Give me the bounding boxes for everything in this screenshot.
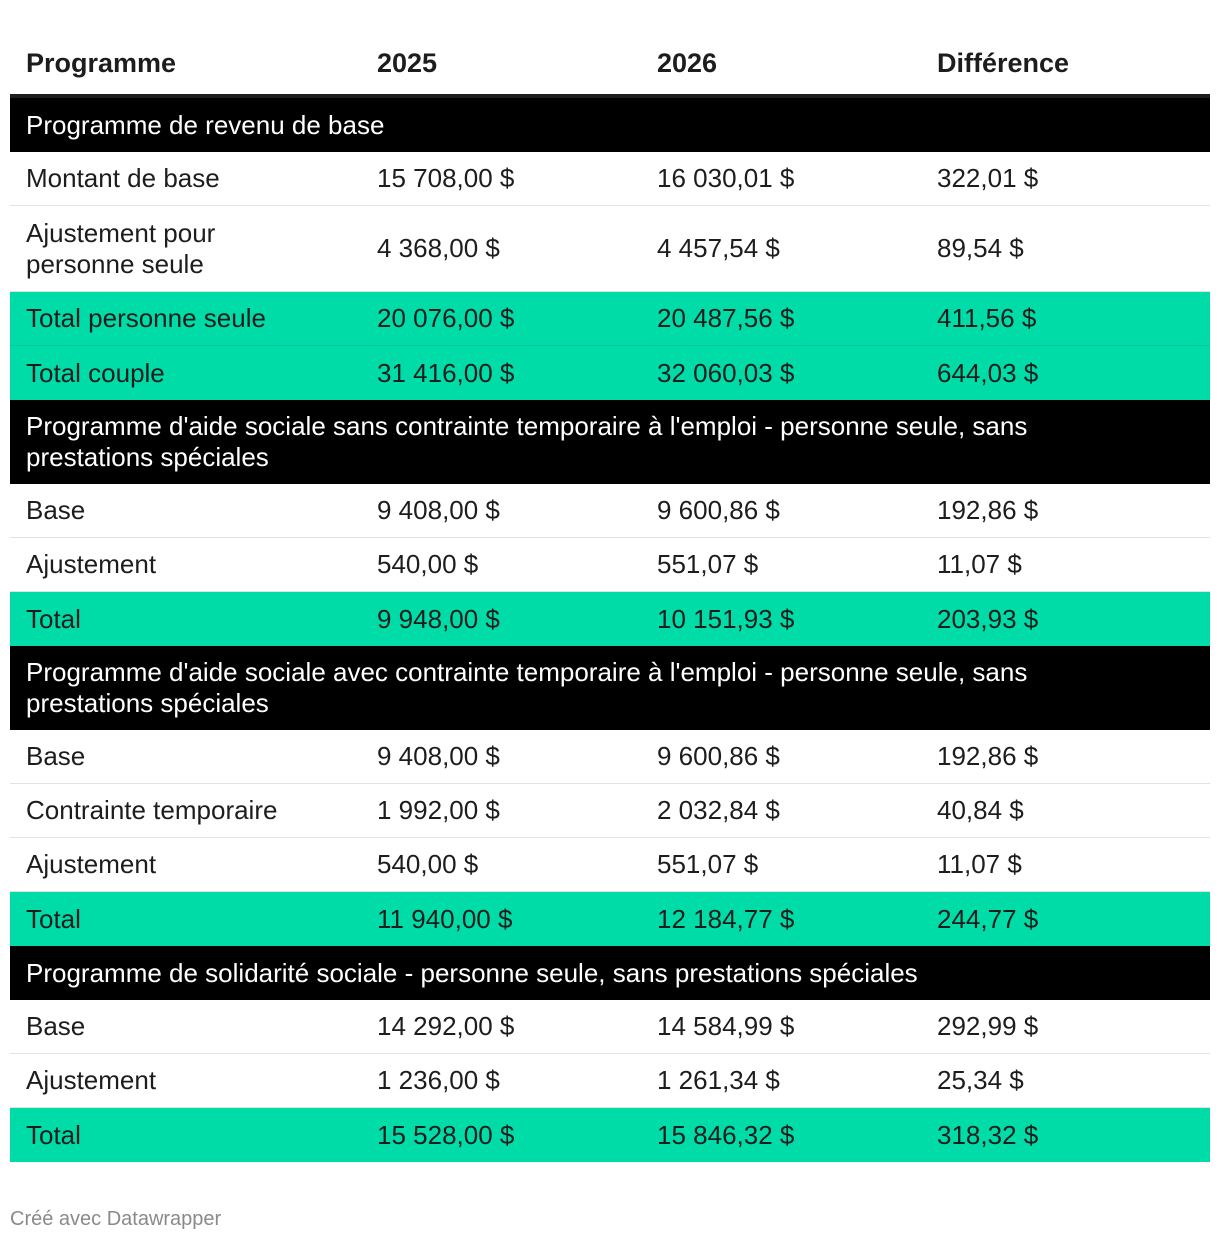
value-2026: 14 584,99 $ [657,1011,795,1041]
value-difference: 192,86 $ [937,495,1039,525]
value-2026: 9 600,86 $ [657,741,780,771]
value-difference: 244,77 $ [937,903,1039,934]
value-difference: 89,54 $ [937,233,1024,263]
column-header-2026: 2026 [657,47,718,78]
row-label: Total [26,903,81,934]
value-2026: 20 487,56 $ [657,303,795,333]
value-difference: 40,84 $ [937,795,1024,825]
row-label: Ajustement [26,849,157,879]
table-row [10,838,1210,892]
section-title: Programme de solidarité sociale - personne seule, sans prestations spéciales [26,957,918,988]
table-row [10,206,1210,292]
value-2026: 1 261,34 $ [657,1065,780,1095]
column-header-difference: Différence [937,47,1070,78]
value-2026: 10 151,93 $ [657,603,795,634]
value-2025: 20 076,00 $ [377,303,515,333]
value-2026: 4 457,54 $ [657,233,780,263]
section-title: Programme de revenu de base [26,109,385,140]
value-2025: 11 940,00 $ [377,903,513,934]
value-2025: 15 708,00 $ [377,163,515,193]
value-2025: 9 408,00 $ [377,495,500,525]
column-header-2025: 2025 [377,47,438,78]
section-header-row [10,98,1210,152]
table-row [10,730,1210,784]
row-label: Contrainte temporaire [26,795,278,825]
footer-credit: Créé avec Datawrapper [10,1208,222,1230]
table-row [10,1000,1210,1054]
section-title: Programme d'aide sociale avec contrainte temporaire à l'emploi - personne seule, sans prestations spéciales [26,657,1028,718]
value-2026: 12 184,77 $ [657,903,795,934]
value-2026: 15 846,32 $ [657,1119,795,1150]
value-2025: 31 416,00 $ [377,357,515,388]
value-2025: 4 368,00 $ [377,233,500,263]
total-row [10,292,1210,346]
value-2025: 1 236,00 $ [377,1065,500,1095]
row-label: Base [26,741,86,771]
value-difference: 11,07 $ [937,849,1022,879]
section-header-row [10,946,1210,1000]
value-2026: 551,07 $ [657,849,759,879]
value-difference: 11,07 $ [937,549,1022,579]
row-label: Montant de base [26,163,220,193]
section-header-row [10,646,1210,730]
value-2026: 16 030,01 $ [657,163,795,193]
row-label: Ajustement pour personne seule [26,217,216,279]
value-difference: 411,56 $ [937,303,1037,333]
table-header [10,30,1210,98]
row-label: Total [26,603,81,634]
value-difference: 644,03 $ [937,357,1039,388]
table-row [10,538,1210,592]
value-2025: 14 292,00 $ [377,1011,515,1041]
table-row [10,484,1210,538]
value-difference: 292,99 $ [937,1011,1039,1041]
value-2026: 2 032,84 $ [657,795,780,825]
value-2026: 551,07 $ [657,549,759,579]
value-2025: 540,00 $ [377,849,479,879]
value-difference: 322,01 $ [937,163,1039,193]
row-label: Base [26,495,86,525]
total-row [10,1108,1210,1162]
column-header-programme: Programme [26,47,177,78]
value-2026: 9 600,86 $ [657,495,780,525]
table-row [10,152,1210,206]
value-2025: 1 992,00 $ [377,795,500,825]
table-row [10,1054,1210,1108]
table-body [10,98,1210,1162]
row-label: Total personne seule [26,303,266,333]
value-2025: 9 948,00 $ [377,603,500,634]
total-row [10,892,1210,946]
value-2026: 32 060,03 $ [657,357,795,388]
row-label: Total [26,1119,81,1150]
table-row [10,784,1210,838]
total-row [10,592,1210,646]
row-label: Total couple [26,357,165,388]
value-2025: 15 528,00 $ [377,1119,515,1150]
row-label: Ajustement [26,549,157,579]
data-table [10,30,1210,1162]
total-row [10,346,1210,400]
value-2025: 9 408,00 $ [377,741,500,771]
value-difference: 203,93 $ [937,603,1039,634]
row-label: Base [26,1011,86,1041]
value-difference: 25,34 $ [937,1065,1024,1095]
value-2025: 540,00 $ [377,549,479,579]
section-header-row [10,400,1210,484]
value-difference: 192,86 $ [937,741,1039,771]
row-label: Ajustement [26,1065,157,1095]
value-difference: 318,32 $ [937,1119,1039,1150]
section-title: Programme d'aide sociale sans contrainte temporaire à l'emploi - personne seule, sans prestations spéciales [26,411,1028,472]
